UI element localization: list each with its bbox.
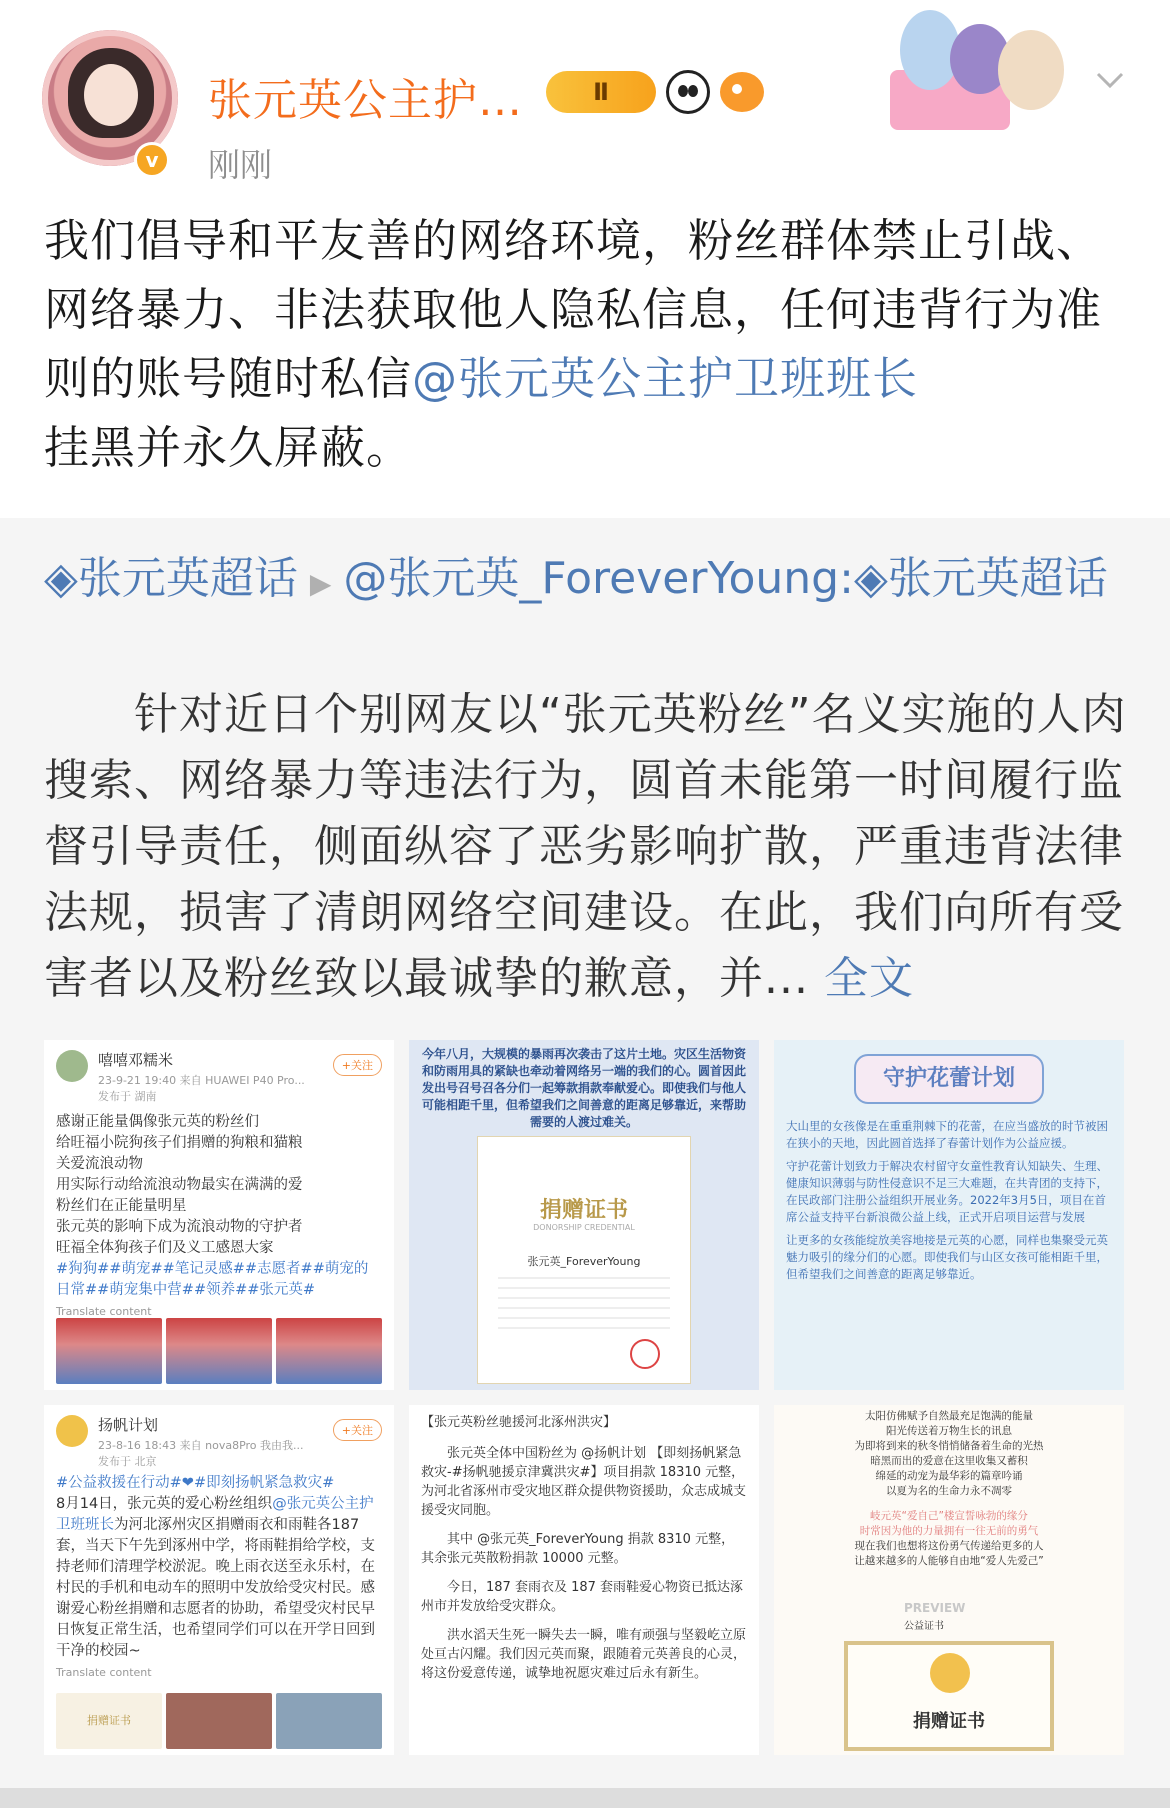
body: 8月14日，张元英的爱心粉丝组织 — [56, 1496, 273, 1512]
line: 关爱流浪动物 — [56, 1156, 143, 1172]
preview-watermark: PREVIEW — [904, 1601, 966, 1615]
image-3[interactable] — [774, 1040, 1124, 1390]
cert-title: 捐赠证书 — [539, 1198, 628, 1223]
certificate — [844, 1641, 1054, 1751]
image-1-meta: 23-9-21 19:40 来自 HUAWEI P40 Pro... — [98, 1074, 305, 1087]
follow-button[interactable]: +关注 — [333, 1054, 382, 1076]
cert-title: 捐赠证书 — [913, 1711, 985, 1732]
follow-button[interactable]: +关注 — [333, 1419, 382, 1441]
supertopic-link-2[interactable]: 张元英超话 — [887, 553, 1108, 604]
p4: 洪水滔天生死一瞬失去一瞬，唯有顽强与坚毅屹立原处亘古闪耀。我们因元英而聚，跟随着元英善良的心灵，将这份爱意传递，诚挚地祝愿灾难过后永有新生。 — [421, 1628, 747, 1681]
post-text-body: 我们倡导和平友善的网络环境，粉丝群体禁止引战、网络暴力、非法获取他人隐私信息，任何违背行为准则的账号随时私信 — [44, 214, 1103, 405]
full-text-link[interactable]: 全文 — [823, 953, 914, 1004]
vip-crown-badge-icon[interactable]: Ⅱ — [546, 71, 656, 113]
seal-icon — [630, 1339, 660, 1369]
image-4-meta: 23-8-16 18:43 来自 nova8Pro 我由我... — [98, 1439, 304, 1452]
p2: 其中 @张元英_ForeverYoung 捐款 8310 元整，其余张元英散粉捐款 10000 元整。 — [421, 1532, 735, 1566]
line: 暗黑而出的爱意在这里收集又蓄积 — [870, 1455, 1028, 1467]
line: 岐元英“爱自己”楼宣誓咏勃的缘分 — [870, 1510, 1028, 1522]
cert-sub: DONORSHIP CREDENTIAL — [533, 1223, 635, 1232]
repost-author-link[interactable]: @张元英_ForeverYoung: — [343, 553, 854, 604]
cert-thumb: 捐赠证书 — [56, 1693, 162, 1749]
supertopic-link[interactable]: 张元英超话 — [77, 553, 298, 604]
line: 让越来越多的人能够自由地“爱人先爱己” — [854, 1555, 1044, 1567]
image-5[interactable] — [409, 1405, 759, 1755]
p3: 今日，187 套雨衣及 187 套雨鞋爱心物资已抵达涿州市并发放给受灾群众。 — [421, 1580, 744, 1614]
image-4[interactable] — [44, 1405, 394, 1755]
line: 阳光传送着万物生长的讯息 — [886, 1425, 1012, 1437]
username[interactable]: 张元英公主护… — [208, 75, 523, 126]
translate-link: Translate content — [56, 1666, 152, 1679]
line: 张元英的影响下成为流浪动物的守护者 — [56, 1219, 303, 1235]
avatar — [56, 1050, 88, 1082]
post-header — [0, 0, 1170, 200]
cert-name: 张元英_ForeverYoung — [527, 1255, 641, 1268]
line: 时常因为他的力量拥有一往无前的勇气 — [859, 1525, 1039, 1537]
image-row-3-peek — [0, 1788, 1170, 1808]
post-text-tail: 挂黑并永久屏蔽。 — [44, 421, 413, 474]
repost-body-text: 针对近日个别网友以“张元英粉丝”名义实施的人肉搜索、网络暴力等违法行为，圆首未能第一时间履行监督引导责任，侧面纵容了恶劣影响扩散，严重违背法律法规，损害了清朗网络空间建设。在此，我们向所有受害者以及粉丝致以最诚挚的歉意，并... — [44, 689, 1127, 1004]
image-6-body — [786, 1409, 1112, 1569]
image-3-body — [786, 1118, 1112, 1283]
body: 为河北涿州灾区捐赠雨衣和雨鞋各187套，当天下午先到涿州中学，将雨鞋捐给学校，支持老师们清理学校淤泥。晚上雨衣送至永乐村，在村民的手机和电动车的照明中发放给受灾村民。感谢爱心粉丝捐赠和志愿者的协助，希望受灾村民早日恢复正常生活，也希望同学们可以在开学日回到干净的校园~ — [56, 1517, 375, 1659]
certificate — [477, 1136, 691, 1384]
fish-badge-icon[interactable] — [720, 72, 764, 112]
hashtags: #公益救援在行动#❤#即刻扬帆紧急救灾# — [56, 1475, 335, 1491]
line: 旺福全体狗孩子们及义工感恩大家 — [56, 1240, 274, 1256]
mention-link: @张元英公主护卫班班长 — [56, 1496, 374, 1533]
hashtags: #狗狗##萌宠##笔记灵感##志愿者##萌宠的日常##萌宠集中营##领养##张元英# — [56, 1261, 369, 1298]
repost-text — [44, 682, 1144, 1012]
line: 给旺福小院狗孩子们捐赠的狗粮和猫粮 — [56, 1135, 303, 1151]
panda-badge-icon[interactable] — [666, 70, 710, 114]
line: 用实际行动给流浪动物最实在满满的爱 — [56, 1177, 303, 1193]
image-2-intro: 今年八月，大规模的暴雨再次袭击了这片土地。灾区生活物资和防雨用具的紧缺也牵动着网络另一端的我们的心。圆首因此发出号召号召各分们一起筹款捐款奉献爱心。即使我们与他人可能相距千里，但希望我们之间善意的距离足够靠近，来帮助需要的人渡过难关。 — [421, 1047, 746, 1129]
post-text — [44, 206, 1144, 482]
repost-header — [44, 546, 1144, 617]
thumbnail-row — [56, 1693, 382, 1749]
supertopic-icon: ◈ — [44, 553, 78, 604]
cert-label: 公益证书 — [904, 1621, 944, 1632]
image-2[interactable] — [409, 1040, 759, 1390]
image-4-name: 扬帆计划 — [98, 1416, 159, 1434]
medal-icon — [930, 1653, 970, 1693]
post-time: 刚刚 — [208, 146, 273, 184]
chevron-down-icon[interactable] — [1092, 62, 1128, 98]
image-1-name: 嘻嘻邓糯米 — [98, 1051, 174, 1069]
line: 现在我们也想将这份勇气传递给更多的人 — [854, 1540, 1044, 1552]
p2: 守护花蕾计划致力于解决农村留守女童性教育认知缺失、生理、健康知识薄弱与防性侵意识不足三大难题，在共青团的支持下，在民政部门注册公益组织开展业务。2022年3月5日，项目在首席公益支持平台新浪微公益上线，正式开启项目运营与发展 — [786, 1159, 1108, 1224]
thumbnail-row — [56, 1318, 382, 1384]
image-4-body — [56, 1473, 382, 1683]
line: 粉丝们在正能量明星 — [56, 1198, 187, 1214]
badge-row — [546, 70, 764, 114]
image-1-body — [56, 1112, 382, 1322]
p1: 张元英全体中国粉丝为 @扬帆计划 【即刻扬帆紧急救灾-#扬帆驰援京津冀洪灾#】项目捐款 18310 元整，为河北省涿州市受灾地区群众提供物资援助，众志成城支援受灾同胞。 — [421, 1446, 747, 1518]
p3: 让更多的女孩能绽放美容地接是元英的心愿，同样也集聚受元英魅力吸引的缘分们的心愿。即使我们与山区女孩可能相距千里，但希望我们之间善意的距离足够靠近。 — [786, 1233, 1108, 1281]
arrow-right-icon: ▶ — [309, 567, 332, 600]
mention-link[interactable]: @张元英公主护卫班班长 — [412, 352, 919, 405]
line: 感谢正能量偶像张元英的粉丝们 — [56, 1114, 259, 1130]
line: 绵延的动宠为最华彩的篇章吟诵 — [875, 1470, 1023, 1482]
avatar — [56, 1415, 88, 1447]
line: 以夏为名的生命力永不凋零 — [886, 1485, 1012, 1497]
line: 为即将到来的秋冬悄悄储备着生命的光热 — [854, 1440, 1044, 1452]
image-5-body — [421, 1413, 747, 1683]
teddy-bears-decoration — [880, 10, 1080, 130]
image-1[interactable] — [44, 1040, 394, 1390]
image-6[interactable] — [774, 1405, 1124, 1755]
title: 【张元英粉丝驰援河北涿州洪灾】 — [421, 1415, 617, 1430]
line: 太阳仿佛赋予自然最充足饱满的能量 — [865, 1410, 1033, 1422]
image-3-title: 守护花蕾计划 — [854, 1054, 1044, 1104]
cert-body-lines — [498, 1277, 670, 1337]
translate-link: Translate content — [56, 1305, 152, 1318]
supertopic-icon: ◈ — [853, 553, 888, 604]
p1: 大山里的女孩像是在重重荆棘下的花蕾，在应当盛放的时节被困在狭小的天地，因此圆首选择了春蕾计划作为公益应援。 — [786, 1119, 1108, 1150]
verified-badge-icon: v — [134, 142, 170, 178]
image-4-loc: 发布于 北京 — [98, 1455, 157, 1468]
image-1-loc: 发布于 湖南 — [98, 1090, 157, 1103]
